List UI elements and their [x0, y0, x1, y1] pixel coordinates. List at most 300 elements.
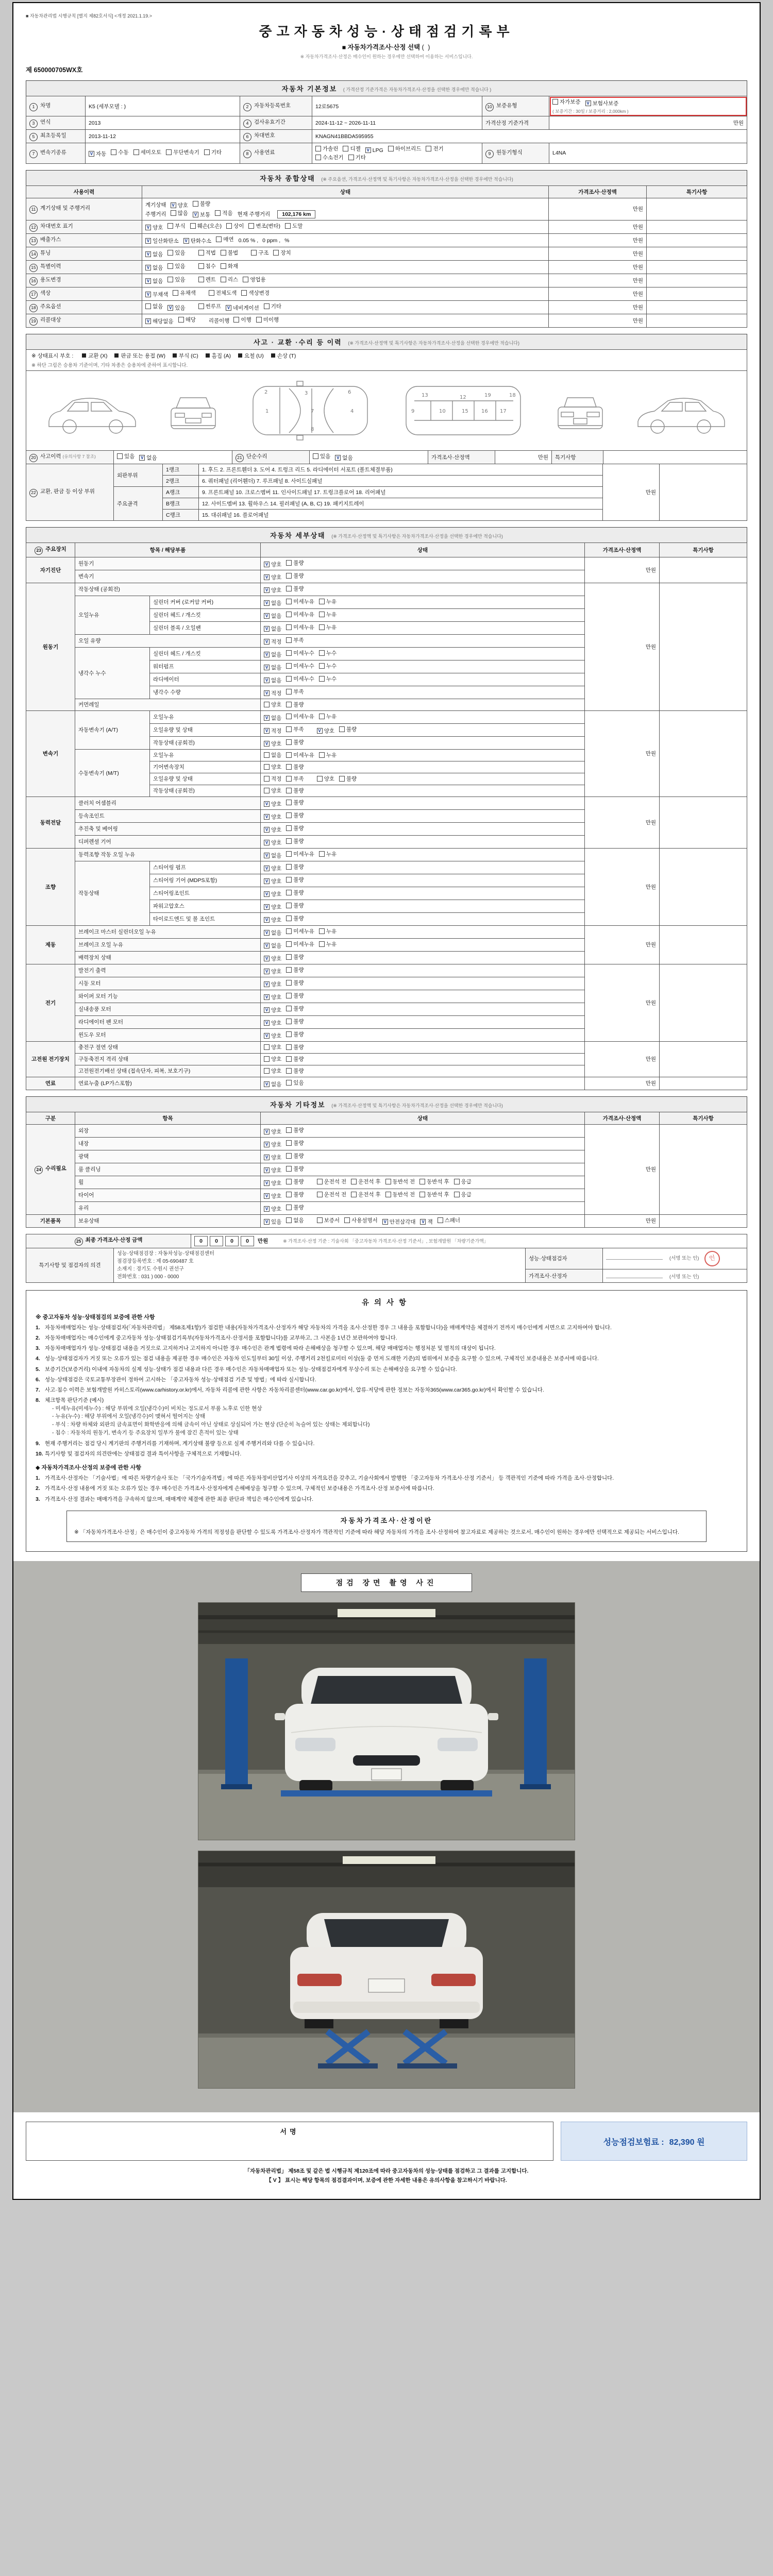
- checkbox-option[interactable]: [264, 826, 281, 834]
- checkbox-icon[interactable]: [286, 928, 292, 934]
- checkbox-option[interactable]: [286, 1165, 304, 1173]
- checkbox-option[interactable]: [264, 800, 281, 808]
- checkbox-icon[interactable]: V: [264, 587, 270, 593]
- checkbox-icon[interactable]: [286, 1044, 292, 1050]
- checkbox-option[interactable]: [221, 262, 238, 270]
- checkbox-icon[interactable]: [286, 1217, 292, 1223]
- checkbox-icon[interactable]: [286, 967, 292, 973]
- checkbox-option[interactable]: [286, 1067, 304, 1075]
- checkbox-option[interactable]: [286, 623, 314, 631]
- checkbox-icon[interactable]: [319, 650, 325, 656]
- checkbox-option[interactable]: [286, 940, 314, 948]
- checkbox-option[interactable]: [264, 980, 281, 988]
- signature-box[interactable]: [26, 2122, 553, 2161]
- checkbox-option[interactable]: [178, 316, 196, 324]
- checkbox-icon[interactable]: [117, 453, 123, 459]
- checkbox-icon[interactable]: V: [264, 840, 270, 845]
- checkbox-icon[interactable]: [243, 277, 248, 282]
- checkbox-option[interactable]: [286, 902, 304, 909]
- checkbox-icon[interactable]: V: [264, 827, 270, 833]
- checkbox-icon[interactable]: [264, 1068, 270, 1074]
- checkbox-option[interactable]: [365, 147, 383, 154]
- checkbox-option[interactable]: [248, 222, 280, 230]
- checkbox-icon[interactable]: V: [264, 930, 270, 936]
- checkbox-icon[interactable]: [319, 928, 325, 934]
- checkbox-icon[interactable]: V: [264, 728, 270, 734]
- checkbox-icon[interactable]: V: [145, 225, 151, 230]
- checkbox-option[interactable]: [111, 148, 128, 156]
- checkbox-icon[interactable]: [351, 1192, 357, 1197]
- checkbox-option[interactable]: [264, 865, 281, 872]
- checkbox-icon[interactable]: [264, 1044, 270, 1050]
- checkbox-icon[interactable]: [286, 1068, 292, 1074]
- checkbox-option[interactable]: [264, 903, 281, 911]
- checkbox-option[interactable]: [286, 1030, 304, 1038]
- checkbox-option[interactable]: [264, 929, 281, 937]
- checkbox-icon[interactable]: [286, 1080, 292, 1086]
- checkbox-option[interactable]: [317, 727, 334, 735]
- checkbox-option[interactable]: [286, 837, 304, 845]
- checkbox-icon[interactable]: [319, 612, 325, 617]
- checkbox-icon[interactable]: [286, 788, 292, 793]
- checkbox-icon[interactable]: [256, 317, 262, 323]
- checkbox-option[interactable]: [286, 1139, 304, 1147]
- checkbox-icon[interactable]: [286, 650, 292, 656]
- checkbox-icon[interactable]: [454, 1179, 460, 1184]
- checkbox-icon[interactable]: [264, 702, 270, 707]
- checkbox-icon[interactable]: [286, 1019, 292, 1024]
- checkbox-icon[interactable]: [319, 941, 325, 947]
- checkbox-icon[interactable]: [264, 303, 270, 309]
- checkbox-option[interactable]: [145, 317, 174, 325]
- checkbox-option[interactable]: [286, 824, 304, 832]
- checkbox-icon[interactable]: [351, 1179, 357, 1184]
- checkbox-option[interactable]: [286, 1126, 304, 1134]
- checkbox-icon[interactable]: [173, 290, 178, 296]
- checkbox-option[interactable]: [264, 1067, 281, 1075]
- checkbox-icon[interactable]: [286, 1153, 292, 1159]
- checkbox-icon[interactable]: [286, 1031, 292, 1037]
- checkbox-icon[interactable]: [286, 812, 292, 818]
- checkbox-icon[interactable]: [286, 800, 292, 805]
- checkbox-icon[interactable]: [286, 1192, 292, 1197]
- checkbox-option[interactable]: [382, 1218, 416, 1226]
- checkbox-option[interactable]: [166, 148, 199, 156]
- checkbox-icon[interactable]: [286, 752, 292, 758]
- checkbox-icon[interactable]: [286, 764, 292, 770]
- checkbox-icon[interactable]: [198, 303, 204, 309]
- checkbox-option[interactable]: [286, 927, 314, 935]
- checkbox-icon[interactable]: [286, 624, 292, 630]
- checkbox-option[interactable]: [286, 876, 304, 884]
- checkbox-icon[interactable]: V: [264, 626, 270, 632]
- checkbox-option[interactable]: [264, 852, 281, 859]
- checkbox-option[interactable]: [286, 889, 304, 896]
- checkbox-option[interactable]: [243, 276, 265, 283]
- checkbox-icon[interactable]: [241, 290, 247, 296]
- checkbox-option[interactable]: [264, 1192, 281, 1200]
- checkbox-icon[interactable]: V: [264, 994, 270, 1000]
- checkbox-icon[interactable]: [145, 303, 151, 309]
- checkbox-option[interactable]: [426, 145, 443, 152]
- checkbox-icon[interactable]: V: [264, 1193, 270, 1199]
- checkbox-option[interactable]: [317, 775, 334, 783]
- checkbox-option[interactable]: [193, 200, 210, 208]
- checkbox-icon[interactable]: V: [145, 292, 151, 297]
- checkbox-option[interactable]: [264, 916, 281, 924]
- checkbox-option[interactable]: [286, 572, 304, 580]
- checkbox-icon[interactable]: [198, 250, 204, 256]
- checkbox-option[interactable]: [286, 787, 304, 794]
- checkbox-option[interactable]: [264, 701, 281, 708]
- checkbox-option[interactable]: [286, 1018, 304, 1025]
- checkbox-option[interactable]: [343, 145, 360, 152]
- checkbox-option[interactable]: [264, 573, 281, 581]
- checkbox-option[interactable]: [552, 98, 581, 106]
- checkbox-icon[interactable]: [317, 1179, 323, 1184]
- checkbox-option[interactable]: [286, 1191, 304, 1198]
- checkbox-option[interactable]: [264, 727, 281, 735]
- checkbox-option[interactable]: [264, 1043, 281, 1051]
- checkbox-icon[interactable]: [133, 149, 139, 155]
- checkbox-option[interactable]: [344, 1216, 378, 1224]
- checkbox-option[interactable]: [286, 775, 304, 783]
- select-checkbox-paren[interactable]: ( ): [422, 44, 431, 51]
- checkbox-icon[interactable]: [319, 599, 325, 604]
- checkbox-option[interactable]: [319, 713, 337, 720]
- checkbox-icon[interactable]: [221, 277, 226, 282]
- checkbox-option[interactable]: [286, 649, 314, 657]
- checkbox-option[interactable]: [264, 586, 281, 594]
- checkbox-option[interactable]: [286, 763, 304, 771]
- checkbox-icon[interactable]: V: [264, 878, 270, 884]
- checkbox-option[interactable]: [133, 148, 162, 156]
- checkbox-icon[interactable]: [264, 788, 270, 793]
- checkbox-option[interactable]: [216, 235, 233, 243]
- checkbox-option[interactable]: [139, 454, 157, 462]
- checkbox-icon[interactable]: [251, 250, 257, 256]
- checkbox-icon[interactable]: [438, 1217, 443, 1223]
- checkbox-option[interactable]: [264, 1218, 281, 1226]
- checkbox-option[interactable]: [145, 302, 163, 310]
- checkbox-option[interactable]: [264, 942, 281, 950]
- checkbox-icon[interactable]: V: [264, 1180, 270, 1186]
- checkbox-icon[interactable]: V: [145, 278, 151, 284]
- checkbox-icon[interactable]: [273, 250, 279, 256]
- checkbox-option[interactable]: [286, 585, 304, 592]
- checkbox-option[interactable]: [215, 209, 232, 217]
- checkbox-icon[interactable]: [339, 776, 345, 782]
- checkbox-option[interactable]: [256, 316, 279, 324]
- checkbox-icon[interactable]: [319, 714, 325, 719]
- checkbox-option[interactable]: [264, 714, 281, 722]
- checkbox-option[interactable]: [385, 1178, 415, 1185]
- checkbox-option[interactable]: [145, 250, 163, 258]
- checkbox-icon[interactable]: V: [264, 652, 270, 657]
- checkbox-icon[interactable]: [264, 752, 270, 758]
- checkbox-option[interactable]: [264, 775, 281, 783]
- checkbox-icon[interactable]: [248, 223, 254, 229]
- checkbox-option[interactable]: [183, 237, 212, 245]
- checkbox-option[interactable]: [286, 1204, 304, 1211]
- checkbox-option[interactable]: [286, 811, 304, 819]
- checkbox-option[interactable]: [264, 1032, 281, 1040]
- checkbox-icon[interactable]: V: [264, 690, 270, 696]
- checkbox-option[interactable]: [264, 561, 281, 568]
- checkbox-icon[interactable]: [319, 752, 325, 758]
- checkbox-icon[interactable]: [286, 689, 292, 694]
- checkbox-option[interactable]: [286, 662, 314, 670]
- checkbox-icon[interactable]: V: [264, 801, 270, 807]
- checkbox-icon[interactable]: [221, 250, 226, 256]
- checkbox-icon[interactable]: [286, 1127, 292, 1133]
- checkbox-icon[interactable]: V: [264, 969, 270, 974]
- checkbox-option[interactable]: [315, 145, 338, 152]
- checkbox-option[interactable]: [319, 850, 337, 858]
- checkbox-option[interactable]: [264, 1019, 281, 1027]
- checkbox-option[interactable]: [319, 611, 337, 618]
- checkbox-icon[interactable]: [286, 838, 292, 844]
- checkbox-icon[interactable]: [286, 903, 292, 908]
- checkbox-icon[interactable]: [286, 916, 292, 921]
- checkbox-icon[interactable]: [286, 1140, 292, 1146]
- checkbox-icon[interactable]: [319, 663, 325, 669]
- checkbox-icon[interactable]: [167, 277, 173, 282]
- checkbox-option[interactable]: [171, 201, 188, 209]
- checkbox-option[interactable]: [264, 1141, 281, 1148]
- checkbox-icon[interactable]: [286, 714, 292, 719]
- checkbox-icon[interactable]: [286, 864, 292, 870]
- checkbox-icon[interactable]: [167, 263, 173, 269]
- checkbox-option[interactable]: [286, 636, 304, 644]
- checkbox-icon[interactable]: [286, 1006, 292, 1011]
- checkbox-option[interactable]: [438, 1216, 460, 1224]
- checkbox-icon[interactable]: V: [264, 600, 270, 606]
- checkbox-icon[interactable]: [319, 624, 325, 630]
- checkbox-option[interactable]: [317, 1191, 347, 1198]
- checkbox-option[interactable]: [221, 276, 238, 283]
- checkbox-option[interactable]: [167, 222, 185, 230]
- checkbox-icon[interactable]: [385, 1192, 391, 1197]
- checkbox-icon[interactable]: [286, 676, 292, 682]
- checkbox-icon[interactable]: [319, 676, 325, 682]
- checkbox-option[interactable]: [117, 452, 135, 460]
- checkbox-icon[interactable]: [286, 1205, 292, 1210]
- checkbox-icon[interactable]: [286, 663, 292, 669]
- checkbox-option[interactable]: [286, 966, 304, 974]
- checkbox-icon[interactable]: [286, 637, 292, 643]
- checkbox-icon[interactable]: [264, 764, 270, 770]
- checkbox-option[interactable]: [319, 598, 337, 605]
- checkbox-option[interactable]: [286, 1043, 304, 1051]
- checkbox-option[interactable]: [585, 99, 619, 107]
- checkbox-icon[interactable]: V: [145, 238, 151, 244]
- checkbox-icon[interactable]: V: [264, 956, 270, 961]
- checkbox-option[interactable]: [167, 276, 185, 283]
- checkbox-icon[interactable]: [344, 1217, 350, 1223]
- checkbox-option[interactable]: [145, 237, 179, 245]
- checkbox-option[interactable]: [264, 1055, 281, 1063]
- checkbox-icon[interactable]: [221, 263, 226, 269]
- checkbox-option[interactable]: [264, 763, 281, 771]
- checkbox-option[interactable]: [454, 1178, 472, 1185]
- checkbox-icon[interactable]: V: [264, 1167, 270, 1173]
- checkbox-option[interactable]: [145, 291, 168, 298]
- checkbox-icon[interactable]: V: [264, 1206, 270, 1212]
- checkbox-icon[interactable]: [178, 317, 184, 323]
- checkbox-icon[interactable]: [171, 210, 176, 216]
- checkbox-option[interactable]: [286, 559, 304, 567]
- checkbox-icon[interactable]: [286, 573, 292, 579]
- checkbox-option[interactable]: [264, 1128, 281, 1136]
- checkbox-icon[interactable]: V: [193, 212, 198, 217]
- checkbox-option[interactable]: [351, 1178, 381, 1185]
- checkbox-option[interactable]: [145, 277, 163, 285]
- checkbox-icon[interactable]: [193, 201, 198, 207]
- checkbox-option[interactable]: [198, 262, 216, 270]
- checkbox-icon[interactable]: V: [139, 455, 145, 461]
- checkbox-option[interactable]: [264, 787, 281, 794]
- checkbox-icon[interactable]: [454, 1192, 460, 1197]
- checkbox-option[interactable]: [285, 222, 303, 230]
- checkbox-icon[interactable]: V: [382, 1219, 388, 1225]
- checkbox-option[interactable]: [319, 751, 337, 759]
- checkbox-option[interactable]: [145, 224, 163, 231]
- checkbox-icon[interactable]: [264, 1056, 270, 1062]
- checkbox-option[interactable]: [264, 890, 281, 898]
- checkbox-icon[interactable]: V: [89, 151, 94, 157]
- checkbox-icon[interactable]: [286, 776, 292, 782]
- checkbox-option[interactable]: [198, 302, 221, 310]
- checkbox-icon[interactable]: [343, 146, 348, 151]
- checkbox-option[interactable]: [198, 249, 216, 257]
- checkbox-icon[interactable]: [419, 1179, 425, 1184]
- checkbox-option[interactable]: [264, 877, 281, 885]
- checkbox-option[interactable]: [286, 725, 304, 733]
- checkbox-option[interactable]: [264, 1006, 281, 1014]
- checkbox-option[interactable]: [286, 953, 304, 961]
- checkbox-option[interactable]: [171, 209, 188, 217]
- checkbox-option[interactable]: [264, 955, 281, 962]
- checkbox-icon[interactable]: V: [585, 100, 591, 106]
- checkbox-icon[interactable]: V: [264, 1129, 270, 1134]
- inspector-signature-line[interactable]: [606, 1253, 663, 1260]
- checkbox-option[interactable]: [198, 276, 216, 283]
- checkbox-option[interactable]: [286, 675, 314, 683]
- checkbox-option[interactable]: [241, 289, 270, 297]
- checkbox-icon[interactable]: [313, 453, 318, 459]
- checkbox-icon[interactable]: V: [171, 202, 176, 208]
- checkbox-icon[interactable]: V: [264, 1033, 270, 1039]
- checkbox-option[interactable]: [385, 1191, 415, 1198]
- checkbox-icon[interactable]: V: [264, 1081, 270, 1087]
- checkbox-option[interactable]: [264, 993, 281, 1001]
- checkbox-option[interactable]: [264, 651, 281, 658]
- checkbox-option[interactable]: [264, 751, 281, 759]
- checkbox-icon[interactable]: V: [264, 1219, 270, 1225]
- checkbox-icon[interactable]: [286, 890, 292, 895]
- checkbox-option[interactable]: [264, 638, 281, 646]
- checkbox-option[interactable]: [226, 222, 244, 230]
- checkbox-icon[interactable]: V: [365, 147, 371, 153]
- checkbox-option[interactable]: [286, 1216, 304, 1224]
- checkbox-icon[interactable]: V: [264, 1007, 270, 1013]
- checkbox-icon[interactable]: [426, 146, 431, 151]
- checkbox-option[interactable]: [335, 454, 352, 462]
- checkbox-option[interactable]: [319, 940, 337, 948]
- checkbox-option[interactable]: [264, 302, 281, 310]
- checkbox-icon[interactable]: [286, 560, 292, 566]
- checkbox-icon[interactable]: V: [264, 613, 270, 619]
- checkbox-icon[interactable]: V: [264, 891, 270, 897]
- checkbox-option[interactable]: [264, 839, 281, 846]
- checkbox-icon[interactable]: V: [264, 917, 270, 923]
- checkbox-option[interactable]: [264, 676, 281, 684]
- checkbox-icon[interactable]: V: [264, 677, 270, 683]
- checkbox-icon[interactable]: [286, 851, 292, 857]
- checkbox-option[interactable]: [286, 1178, 304, 1185]
- checkbox-option[interactable]: [286, 992, 304, 999]
- checkbox-icon[interactable]: [419, 1192, 425, 1197]
- checkbox-icon[interactable]: [285, 223, 291, 229]
- checkbox-icon[interactable]: [317, 1192, 323, 1197]
- checkbox-icon[interactable]: V: [335, 455, 341, 461]
- checkbox-icon[interactable]: [315, 155, 321, 160]
- checkbox-icon[interactable]: [190, 223, 196, 229]
- checkbox-icon[interactable]: V: [145, 265, 151, 270]
- checkbox-option[interactable]: [167, 249, 185, 257]
- checkbox-option[interactable]: [286, 611, 314, 618]
- checkbox-option[interactable]: [264, 612, 281, 620]
- checkbox-icon[interactable]: [286, 825, 292, 831]
- checkbox-icon[interactable]: [167, 223, 173, 229]
- checkbox-icon[interactable]: [233, 317, 239, 323]
- checkbox-option[interactable]: [264, 968, 281, 975]
- checkbox-option[interactable]: [286, 751, 314, 759]
- checkbox-icon[interactable]: [286, 941, 292, 947]
- checkbox-option[interactable]: [339, 775, 357, 783]
- checkbox-option[interactable]: [264, 689, 281, 697]
- checkbox-icon[interactable]: [166, 149, 172, 155]
- checkbox-option[interactable]: [264, 599, 281, 607]
- checkbox-icon[interactable]: [198, 263, 204, 269]
- checkbox-option[interactable]: [264, 1179, 281, 1187]
- checkbox-option[interactable]: [286, 850, 314, 858]
- checkbox-option[interactable]: [264, 813, 281, 821]
- checkbox-option[interactable]: [145, 264, 163, 272]
- checkbox-icon[interactable]: [286, 739, 292, 745]
- checkbox-option[interactable]: [419, 1191, 449, 1198]
- checkbox-icon[interactable]: [204, 149, 210, 155]
- checkbox-icon[interactable]: [339, 726, 345, 732]
- checkbox-icon[interactable]: [209, 290, 214, 296]
- checkbox-option[interactable]: [454, 1191, 472, 1198]
- checkbox-icon[interactable]: [286, 993, 292, 998]
- checkbox-option[interactable]: [286, 914, 304, 922]
- checkbox-option[interactable]: [286, 863, 304, 871]
- checkbox-icon[interactable]: [111, 149, 116, 155]
- checkbox-option[interactable]: [351, 1191, 381, 1198]
- checkbox-icon[interactable]: [286, 599, 292, 604]
- checkbox-option[interactable]: [226, 304, 259, 312]
- checkbox-icon[interactable]: [317, 1217, 323, 1223]
- checkbox-option[interactable]: [286, 738, 304, 746]
- checkbox-option[interactable]: [317, 1178, 347, 1185]
- checkbox-option[interactable]: [419, 1178, 449, 1185]
- checkbox-option[interactable]: [286, 979, 304, 987]
- checkbox-icon[interactable]: [286, 702, 292, 707]
- checkbox-option[interactable]: [204, 148, 222, 156]
